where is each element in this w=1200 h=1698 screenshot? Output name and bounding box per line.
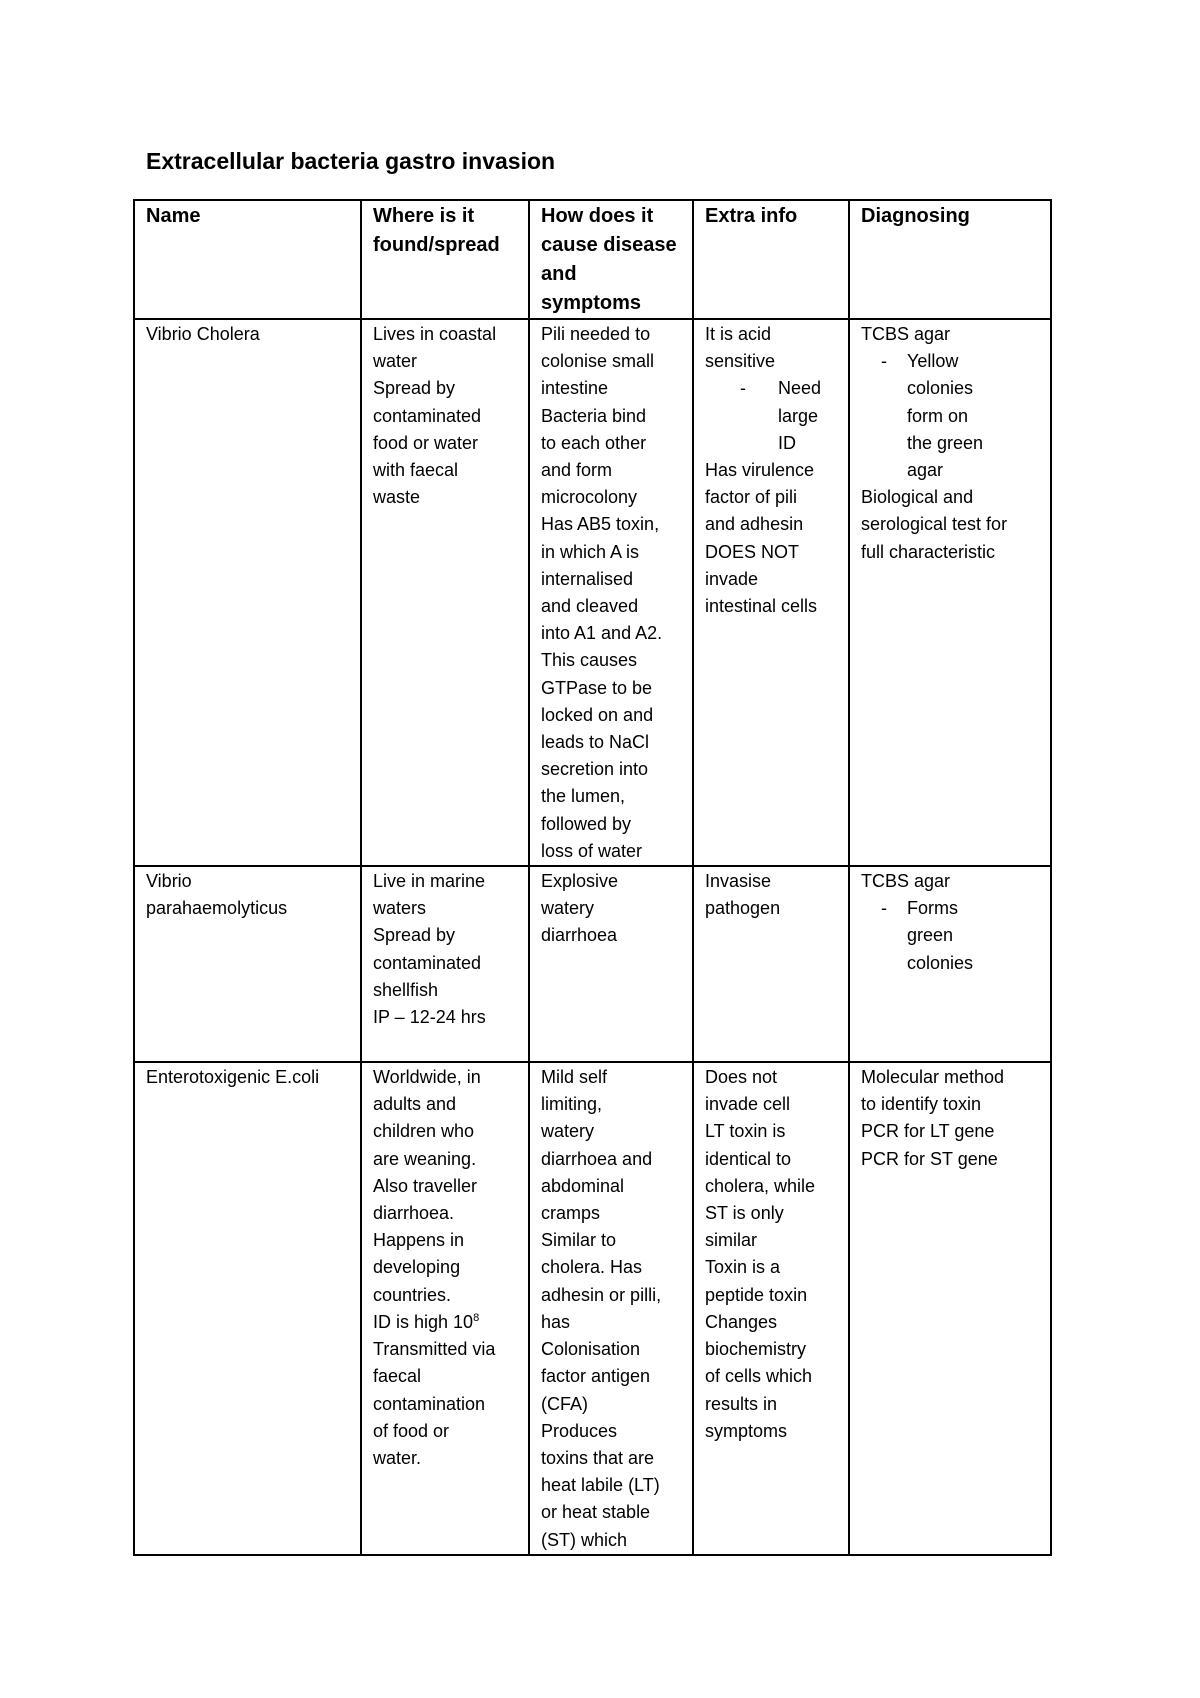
table-row [134, 1062, 1051, 1555]
cell-text-line: TCBS agar [861, 324, 951, 344]
cell-where [361, 319, 529, 866]
cell-text-line: Yellow [907, 351, 959, 372]
table-header-row [134, 200, 1051, 319]
cell-text-line: colonies [907, 378, 974, 399]
cell-text-line: Live in marine [373, 871, 486, 892]
cell-text: Vibrio Cholera [146, 324, 260, 344]
cell-text-line: PCR for LT gene [861, 1121, 995, 1142]
bullet-item [861, 348, 1040, 484]
cell-text-line: has [541, 1311, 571, 1332]
bullet-item [861, 895, 1040, 977]
cell-text [373, 1309, 518, 1336]
cell-extra [693, 1062, 849, 1555]
cell-text-line: adhesin or pilli, [541, 1284, 662, 1305]
cell-extra [693, 866, 849, 1062]
cell-text-line: into A1 and A2. [541, 623, 663, 644]
cell-diagnosing [849, 319, 1051, 866]
cell-text-line: intestine [541, 378, 609, 399]
cell-text-line: Has virulence [705, 460, 815, 481]
cell-text-line: peptide toxin [705, 1284, 808, 1305]
cell-text-line: pathogen [705, 898, 781, 919]
cell-text-line: to each other [541, 432, 647, 453]
cell-text-line: This causes [541, 650, 638, 671]
cell-text-line: TCBS agar [861, 871, 951, 892]
cell-text-line: Explosive [541, 871, 619, 892]
cell-text-line: biochemistry [705, 1339, 807, 1360]
cell-text-line: colonise small [541, 351, 655, 372]
cell-text-line: Pili needed to [541, 324, 651, 344]
cell-name [134, 1062, 361, 1555]
cell-text-line: of cells which [705, 1366, 813, 1387]
cell-how [529, 1062, 693, 1555]
cell-text-line: large [778, 405, 819, 426]
cell-text-line: waste [373, 487, 421, 508]
cell-text-line: ID [778, 432, 796, 453]
cell-text-line: of food or [373, 1420, 450, 1441]
cell-text-line: similar [705, 1230, 757, 1251]
cell-text-line: cholera, while [705, 1175, 816, 1196]
header-where: Where is it found/spread [361, 200, 529, 319]
cell-text-line: IP – 12-24 hrs [373, 1007, 486, 1028]
cell-text-line: locked on and [541, 704, 654, 725]
header-extra: Extra info [693, 200, 849, 319]
cell-text-line: colonies [907, 952, 974, 973]
cell-text-line: loss of water [541, 840, 643, 861]
cell-text-line: faecal [373, 1366, 422, 1387]
cell-text-line: Vibrio [146, 871, 192, 892]
cell-text-line: heat labile (LT) [541, 1475, 660, 1496]
cell-text-line: the lumen, [541, 786, 626, 807]
cell-text-line: followed by [541, 813, 632, 834]
cell-text-line: DOES NOT [705, 541, 800, 562]
cell-text-line: results in [705, 1393, 778, 1414]
cell-text-line: Similar to [541, 1230, 617, 1251]
cell-text-line: Lives in coastal [373, 324, 497, 344]
cell-text-line: shellfish [373, 979, 439, 1000]
cell-text-line: waters [373, 898, 427, 919]
cell-text-line: factor of pili [705, 487, 798, 508]
cell-text-line: abdominal [541, 1175, 625, 1196]
cell-text-line: form on [907, 405, 969, 426]
cell-text-line: Mild self [541, 1067, 608, 1088]
cell-text-line: Has AB5 toxin, [541, 514, 660, 535]
cell-text-line: cholera. Has [541, 1257, 643, 1278]
cell-text-line: contamination [373, 1393, 486, 1414]
cell-text-line: developing [373, 1257, 461, 1278]
cell-text-line: full characteristic [861, 541, 996, 562]
cell-text-line: watery [541, 898, 595, 919]
cell-text-line: parahaemolyticus [146, 898, 288, 919]
cell-text-line: Molecular method [861, 1067, 1005, 1088]
cell-text-line: contaminated [373, 405, 482, 426]
header-how: How does it cause disease and symptoms [529, 200, 693, 319]
cell-text-line: sensitive [705, 351, 776, 372]
cell-name [134, 319, 361, 866]
cell-text-line: Transmitted via [373, 1339, 496, 1360]
cell-name [134, 866, 361, 1062]
cell-text-line: or heat stable [541, 1502, 651, 1523]
cell-text-line: diarrhoea [541, 925, 618, 946]
cell-text-line: Happens in [373, 1230, 465, 1251]
cell-text-line: with faecal [373, 460, 459, 481]
cell-text-line: Also traveller [373, 1175, 478, 1196]
cell-text-line: Need [778, 378, 822, 399]
cell-text-line: factor antigen [541, 1366, 651, 1387]
cell-text-line: the green [907, 432, 984, 453]
cell-text-line: in which A is [541, 541, 640, 562]
cell-text-line: water. [373, 1447, 422, 1468]
cell-text-line: toxins that are [541, 1447, 655, 1468]
cell-diagnosing [849, 1062, 1051, 1555]
infectious-dose-text: ID is high 10 [373, 1311, 474, 1332]
cell-text-line: PCR for ST gene [861, 1148, 998, 1169]
cell-where [361, 866, 529, 1062]
header-name: Name [134, 200, 361, 319]
cell-text-line: Produces [541, 1420, 618, 1441]
cell-text-line: agar [907, 460, 944, 481]
cell-text-line: Toxin is a [705, 1257, 781, 1278]
cell-text-line: invade cell [705, 1094, 791, 1115]
cell-text-line: identical to [705, 1148, 792, 1169]
cell-text-line: diarrhoea. [373, 1203, 455, 1224]
cell-where [361, 1062, 529, 1555]
cell-text-line: (ST) which [541, 1529, 628, 1550]
table-row [134, 319, 1051, 866]
cell-text-line: symptoms [705, 1420, 788, 1441]
cell-text-line: intestinal cells [705, 596, 818, 617]
cell-how [529, 866, 693, 1062]
cell-text-line: and form [541, 460, 613, 481]
cell-text-line: limiting, [541, 1094, 603, 1115]
cell-text-line: contaminated [373, 952, 482, 973]
page-title: Extracellular bacteria gastro invasion [146, 148, 556, 174]
cell-text-line: Forms [907, 898, 958, 919]
cell-text-line: ST is only [705, 1203, 784, 1224]
cell-text-line: countries. [373, 1284, 452, 1305]
cell-text-line: microcolony [541, 487, 638, 508]
cell-extra [693, 319, 849, 866]
cell-text-line: Invasise [705, 871, 772, 892]
cell-text-line: diarrhoea and [541, 1148, 653, 1169]
cell-text-line: Changes [705, 1311, 778, 1332]
cell-text-line: invade [705, 568, 759, 589]
cell-text-line: Colonisation [541, 1339, 641, 1360]
cell-text-line: leads to NaCl [541, 732, 650, 753]
cell-text-line: adults and [373, 1094, 457, 1115]
cell-how [529, 319, 693, 866]
cell-text-line: It is acid [705, 324, 772, 344]
bullet-dash: - [740, 378, 746, 399]
cell-text-line: Bacteria bind [541, 405, 647, 426]
table-row [134, 866, 1051, 1062]
cell-text-line: are weaning. [373, 1148, 477, 1169]
cell-text-line: Spread by [373, 925, 456, 946]
cell-text-line: children who [373, 1121, 475, 1142]
bacteria-table [133, 199, 1052, 1556]
cell-text-line: serological test for [861, 514, 1008, 535]
cell-text: Enterotoxigenic E.coli [146, 1067, 320, 1088]
bullet-item [705, 375, 838, 457]
bullet-dash: - [881, 351, 887, 372]
bullet-dash: - [881, 898, 887, 919]
cell-text-line: to identify toxin [861, 1094, 982, 1115]
cell-text-line: Spread by [373, 378, 456, 399]
cell-text-line: GTPase to be [541, 677, 653, 698]
cell-text-line: LT toxin is [705, 1121, 786, 1142]
cell-text-line: water [373, 351, 418, 372]
cell-text-line: cramps [541, 1203, 601, 1224]
cell-text-line: watery [541, 1121, 595, 1142]
cell-text-line: Biological and [861, 487, 974, 508]
cell-text-line: Worldwide, in [373, 1067, 481, 1088]
cell-text-line: (CFA) [541, 1393, 588, 1414]
cell-text-line: internalised [541, 568, 634, 589]
cell-diagnosing [849, 866, 1051, 1062]
header-diagnosing: Diagnosing [849, 200, 1051, 319]
cell-text-line: green [907, 925, 954, 946]
infectious-dose-exponent: 8 [473, 1311, 480, 1324]
cell-text-line: food or water [373, 432, 479, 453]
cell-text-line: and cleaved [541, 596, 639, 617]
cell-text-line: Does not [705, 1067, 778, 1088]
cell-text-line: and adhesin [705, 514, 804, 535]
cell-text-line: secretion into [541, 759, 649, 780]
